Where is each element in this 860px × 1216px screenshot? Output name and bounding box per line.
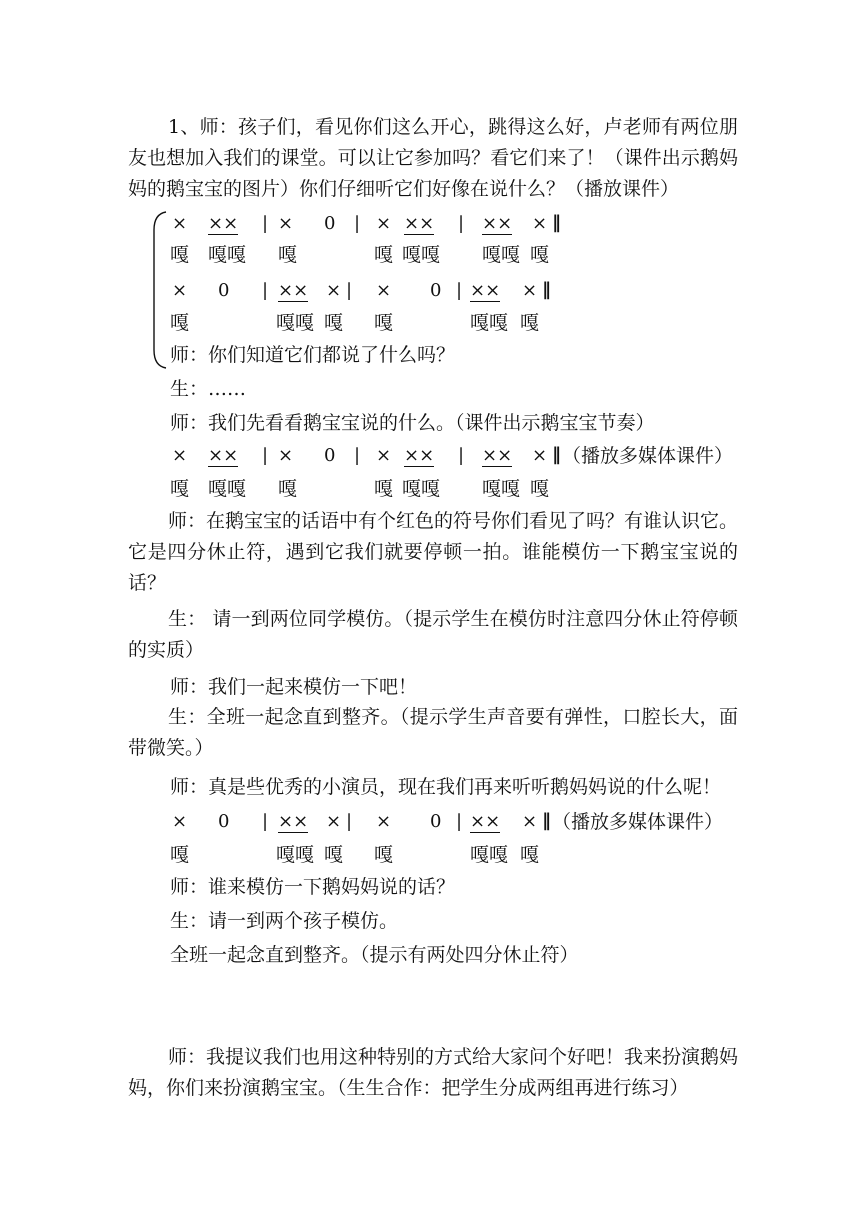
teacher-question: 师：你们知道它们都说了什么吗？	[170, 344, 456, 366]
teacher-line: 师：我们先看看鹅宝宝说的什么。（课件出示鹅宝宝节奏）	[170, 412, 655, 434]
end-bar: ‖	[542, 810, 551, 831]
rest-zero: 0	[218, 811, 230, 832]
rest-zero: 0	[218, 280, 230, 301]
rhythm-x: ×	[522, 280, 538, 301]
syllable: 嘎嘎	[402, 244, 441, 266]
syllable: 嘎	[170, 244, 190, 266]
bar-line: |	[458, 445, 465, 466]
student-imitate-paragraph: 生： 请一到两位同学模仿。（提示学生在模仿时注意四分休止符停顿的实质）	[128, 608, 738, 661]
syllable: 嘎嘎	[482, 244, 521, 266]
rest-zero: 0	[324, 445, 336, 466]
syllable: 嘎	[170, 478, 190, 500]
bracket-line	[148, 210, 168, 370]
syllable: 嘎	[278, 478, 298, 500]
syllable: 嘎	[520, 312, 540, 334]
bar-line: |	[262, 280, 269, 301]
rhythm-x: ×	[172, 213, 188, 234]
final-paragraph: 师：我提议我们也用这种特别的方式给大家问个好吧！我来扮演鹅妈妈，你们来扮演鹅宝宝。（生生合作：把学生分成两组再进行练习）	[128, 1046, 739, 1099]
bar-line: |	[262, 213, 269, 234]
syllable: 嘎嘎	[276, 844, 315, 866]
syllable: 嘎嘎	[208, 244, 247, 266]
end-bar: ‖	[542, 279, 551, 300]
bar-line: |	[346, 811, 353, 832]
rest-zero: 0	[324, 213, 336, 234]
student-answer: 生：……	[170, 378, 247, 400]
syllable: 嘎	[278, 244, 298, 266]
syllable: 嘎	[530, 244, 550, 266]
syllable: 嘎	[374, 244, 394, 266]
syllable: 嘎	[170, 844, 190, 866]
rhythm-xx: ××	[470, 280, 501, 301]
bar-line: |	[262, 811, 269, 832]
syllable: 嘎嘎	[208, 478, 247, 500]
rhythm-xx: ××	[482, 445, 513, 466]
end-bar: ‖	[552, 444, 561, 465]
rhythm-x: ×	[172, 811, 188, 832]
syllable: 嘎	[374, 478, 394, 500]
rhythm-xx: ××	[208, 445, 239, 466]
syllable: 嘎	[374, 844, 394, 866]
bar-line: |	[262, 445, 269, 466]
rhythm-xx: ××	[208, 213, 239, 234]
teacher-line: 师：谁来模仿一下鹅妈妈说的话？	[170, 876, 456, 898]
rhythm-x: ×	[376, 213, 392, 234]
intro-paragraph: 1、师：孩子们，看见你们这么开心，跳得这么好，卢老师有两位朋友也想加入我们的课堂。可以让它参加吗？看它们来了！（课件出示鹅妈妈的鹅宝宝的图片）你们仔细听它们好像在说什么？（播放课件）	[128, 116, 738, 200]
syllable: 嘎嘎	[276, 312, 315, 334]
rhythm-x: ×	[376, 811, 392, 832]
rhythm-x: ×	[376, 280, 392, 301]
rhythm-xx: ××	[404, 445, 435, 466]
rhythm-x: ×	[532, 213, 548, 234]
syllable: 嘎嘎	[402, 478, 441, 500]
syllable: 嘎	[530, 478, 550, 500]
rhythm-xx: ××	[404, 213, 435, 234]
syllable: 嘎	[170, 312, 190, 334]
syllable: 嘎	[374, 312, 394, 334]
syllable: 嘎	[520, 844, 540, 866]
rhythm-xx: ××	[278, 811, 309, 832]
end-bar: ‖	[552, 212, 561, 233]
rest-explanation-paragraph: 师：在鹅宝宝的话语中有个红色的符号你们看见了吗？有谁认识它。它是四分休止符，遇到它我们就要停顿一拍。谁能模仿一下鹅宝宝说的话？	[128, 510, 739, 594]
rhythm-x: ×	[172, 280, 188, 301]
media-note: （播放多媒体课件）	[562, 445, 734, 467]
rest-zero: 0	[430, 280, 442, 301]
rhythm-x: ×	[278, 445, 294, 466]
bar-line: |	[354, 213, 361, 234]
rhythm-xx: ××	[470, 811, 501, 832]
rhythm-x: ×	[326, 280, 342, 301]
rhythm-x: ×	[376, 445, 392, 466]
bar-line: |	[346, 280, 353, 301]
student-line: 生：请一到两个孩子模仿。	[170, 910, 399, 932]
syllable: 嘎嘎	[470, 312, 509, 334]
rhythm-x: ×	[522, 811, 538, 832]
bar-line: |	[456, 280, 463, 301]
syllable: 嘎嘎	[482, 478, 521, 500]
rest-zero: 0	[430, 811, 442, 832]
bar-line: |	[456, 811, 463, 832]
class-recite-paragraph: 生：全班一起念直到整齐。（提示学生声音要有弹性，口腔长大，面带微笑。）	[128, 706, 738, 759]
syllable: 嘎	[324, 844, 344, 866]
rhythm-x: ×	[278, 213, 294, 234]
bar-line: |	[458, 213, 465, 234]
teacher-line: 师：真是些优秀的小演员，现在我们再来听听鹅妈妈说的什么呢！	[170, 776, 722, 798]
rhythm-xx: ××	[278, 280, 309, 301]
rhythm-xx: ××	[482, 213, 513, 234]
rhythm-x: ×	[326, 811, 342, 832]
teacher-line: 师：我们一起来模仿一下吧！	[170, 676, 418, 698]
class-line: 全班一起念直到整齐。（提示有两处四分休止符）	[170, 944, 579, 966]
bar-line: |	[354, 445, 361, 466]
syllable: 嘎嘎	[470, 844, 509, 866]
rhythm-x: ×	[172, 445, 188, 466]
syllable: 嘎	[324, 312, 344, 334]
rhythm-x: ×	[532, 445, 548, 466]
media-note: （播放多媒体课件）	[552, 811, 724, 833]
